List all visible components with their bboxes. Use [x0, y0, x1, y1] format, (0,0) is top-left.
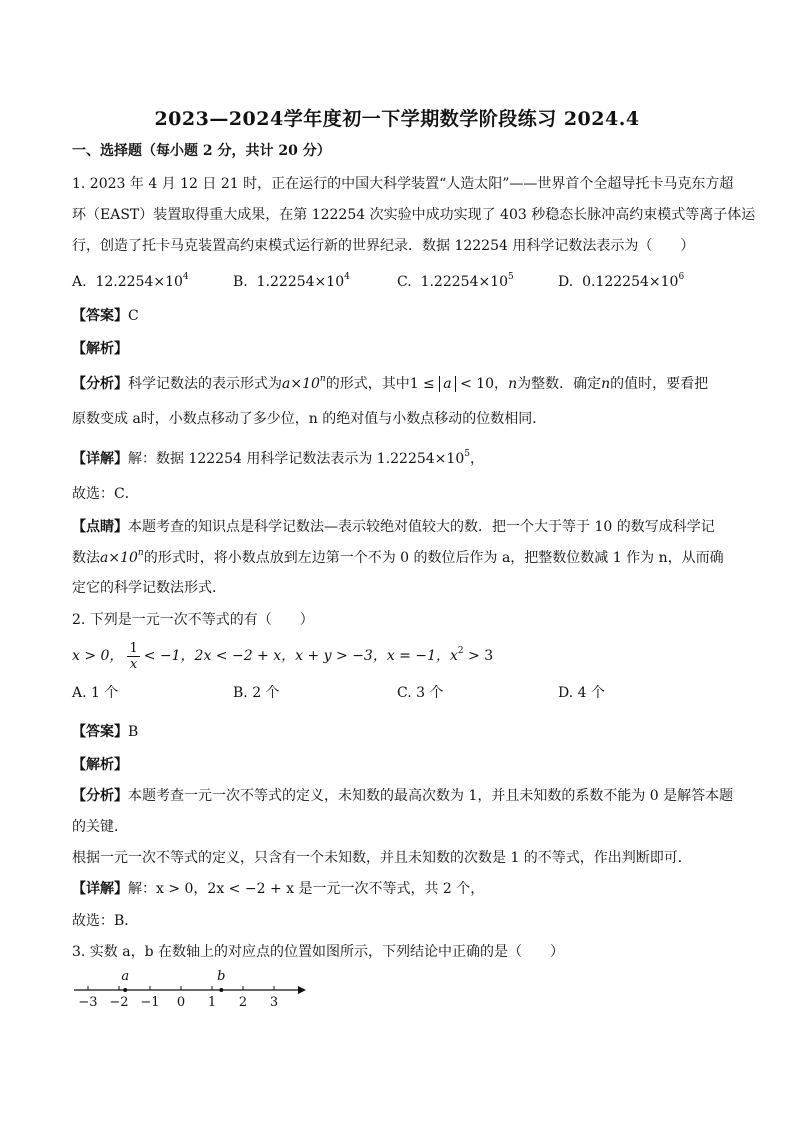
q2-fenxi-line-3: 根据一元一次不等式的定义，只含有一个未知数，并且未知数的次数是 1 的不等式，作出判断即可． — [72, 850, 692, 866]
fraction-denominator: x — [129, 656, 138, 672]
analysis-tag: 【解析】 — [72, 341, 128, 357]
exponent: 5 — [464, 449, 470, 459]
q2-analysis-heading — [72, 756, 128, 774]
exponent: n — [137, 548, 144, 558]
option-label: B. — [233, 274, 248, 290]
axis-arrow-icon — [298, 986, 306, 994]
text: 的值时，要看把 — [610, 376, 709, 392]
q1-option-c — [397, 273, 514, 291]
q1-answer — [72, 307, 139, 325]
math: x > 0， — [72, 648, 124, 664]
fraction — [127, 641, 139, 672]
q1-dianjing-line-2 — [72, 549, 724, 567]
text: 本题考查的知识点是科学记数法—表示较绝对值较大的数．把一个大于等于 10 的数写成科学记 — [128, 519, 715, 535]
number-line-tick-label: −2 — [109, 995, 129, 1010]
math: > 3 — [463, 648, 494, 664]
number-line-figure — [70, 964, 310, 1010]
answer-value: C — [128, 308, 139, 324]
question-2-stem: 2. 下列是一元一次不等式的有（ ） — [72, 612, 314, 628]
question-3-stem: 3. 实数 a，b 在数轴上的对应点的位置如图所示，下列结论中正确的是（ ） — [72, 944, 565, 960]
q2-option-a: A. 1 个 — [72, 685, 119, 701]
question-1-line-3: 行，创造了托卡马克装置高约束模式运行新的世界纪录．数据 122254 用科学记数法表示为（ ） — [72, 238, 695, 254]
math: n — [601, 376, 611, 392]
q2-fenxi-line-2: 的关键． — [72, 819, 128, 835]
answer-tag: 【答案】 — [72, 724, 128, 740]
q1-fenxi-line-2: 原数变成 a时，小数点移动了多少位，n 的绝对值与小数点移动的位数相同． — [72, 411, 547, 427]
option-label: A. — [72, 274, 87, 290]
absolute-value: a — [439, 376, 455, 392]
option-exponent: 5 — [508, 272, 514, 282]
xiangjie-tag: 【详解】 — [72, 451, 128, 467]
q2-option-b: B. 2 个 — [233, 685, 280, 701]
math: a×10 — [282, 376, 320, 392]
option-exponent: 4 — [344, 272, 350, 282]
point-b-marker — [219, 988, 223, 992]
q1-guxuan: 故选：C． — [72, 486, 139, 502]
xiangjie-tag: 【详解】 — [72, 881, 128, 897]
fenxi-tag: 【分析】 — [72, 788, 128, 804]
text: 的形式时，将小数点放到左边第一个不为 0 的数位后作为 a，把整数位数减 1 作为 n，从而确 — [143, 550, 724, 566]
q1-fenxi-line-1 — [72, 375, 708, 393]
math: 1 ≤ — [409, 376, 435, 392]
number-line-tick-label: 1 — [207, 995, 217, 1010]
q1-option-a — [72, 273, 189, 291]
number-line-tick-label: 2 — [238, 995, 248, 1010]
text: ， — [469, 451, 484, 467]
text: 数法 — [72, 550, 100, 566]
point-b-label: b — [217, 969, 226, 984]
option-value: 1.22254×10 — [420, 274, 509, 290]
q1-dianjing-line-3: 定它的科学记数法形式． — [72, 580, 226, 596]
point-a-marker — [123, 988, 127, 992]
q1-xiangjie — [72, 450, 484, 468]
text: 科学记数法的表示形式为 — [128, 376, 282, 392]
option-exponent: 6 — [678, 272, 685, 282]
math: < −1，2x < −2 + x，x + y > −3，x = −1，x — [143, 648, 458, 664]
analysis-tag: 【解析】 — [72, 757, 128, 773]
number-line-tick-label: −3 — [78, 995, 98, 1010]
answer-tag: 【答案】 — [72, 308, 128, 324]
q2-xiangjie — [72, 880, 484, 898]
math: a×10 — [100, 550, 138, 566]
q1-dianjing-line-1 — [72, 518, 715, 536]
answer-value: B — [128, 724, 139, 740]
math: n — [508, 376, 518, 392]
q1-option-d — [558, 273, 684, 291]
question-1-line-2: 环（EAST）装置取得重大成果，在第 122254 次实验中成功实现了 403 秒稳态长脉冲高约束模式等离子体运 — [72, 207, 756, 223]
q2-guxuan: 故选：B． — [72, 913, 139, 929]
dianjing-tag: 【点睛】 — [72, 519, 128, 535]
option-value: 0.122254×10 — [582, 274, 679, 290]
q1-analysis-heading — [72, 340, 128, 358]
option-exponent: 4 — [182, 272, 189, 282]
question-1-line-1: 1. 2023 年 4 月 12 日 21 时，正在运行的中国大科学装置“人造太阳”——世界首个全超导托卡马克东方超 — [72, 176, 734, 192]
text: 解：x > 0，2x < −2 + x 是一元一次不等式，共 2 个， — [128, 881, 485, 897]
section-heading: 一、选择题（每小题 2 分，共计 20 分） — [72, 143, 331, 159]
q2-option-d: D. 4 个 — [558, 685, 605, 701]
option-label: D. — [558, 274, 574, 290]
q2-option-c: C. 3 个 — [397, 685, 444, 701]
exponent: n — [319, 374, 326, 384]
text: 的形式，其中 — [325, 376, 410, 392]
option-value: 12.2254×10 — [95, 274, 183, 290]
option-label: C. — [397, 274, 412, 290]
q2-fenxi-line-1 — [72, 787, 733, 805]
fraction-numerator: 1 — [129, 640, 138, 656]
math: < 10， — [460, 376, 509, 392]
fenxi-tag: 【分析】 — [72, 376, 128, 392]
option-value: 1.22254×10 — [256, 274, 345, 290]
number-line-tick-label: −1 — [140, 995, 160, 1010]
number-line-tick-label: 3 — [269, 995, 279, 1010]
q2-answer — [72, 723, 138, 741]
point-a-label: a — [121, 969, 130, 984]
text: 为整数．确定 — [517, 376, 602, 392]
text: 本题考查一元一次不等式的定义，未知数的最高次数为 1，并且未知数的系数不能为 0 是解答本题 — [128, 788, 734, 804]
exponent: 2 — [457, 646, 464, 656]
number-line-tick-label: 0 — [176, 995, 186, 1010]
text: 解：数据 122254 用科学记数法表示为 1.22254×10 — [128, 451, 465, 467]
page-title: 2023—2024学年度初一下学期数学阶段练习 2024.4 — [154, 108, 640, 130]
q1-option-b — [233, 273, 350, 291]
q2-expressions — [72, 640, 493, 672]
